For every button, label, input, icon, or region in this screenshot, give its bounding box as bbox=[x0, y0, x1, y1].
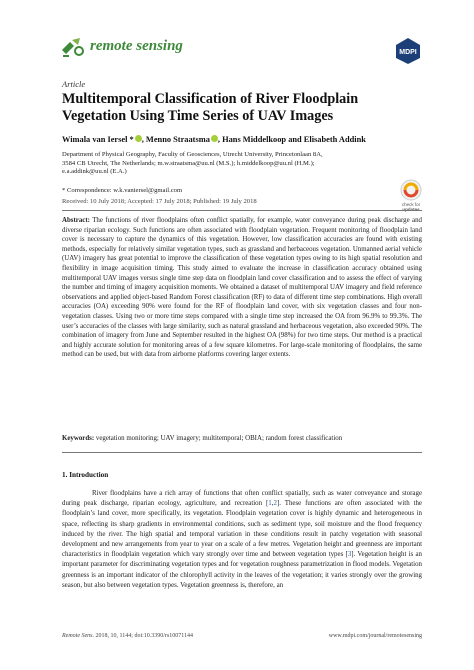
affiliation-line: 3584 CB Utrecht, The Netherlands; m.w.straatsma@uu.nl (M.S.); h.middelkoop@uu.nl (H.M.); bbox=[62, 159, 315, 167]
footer-journal-url[interactable]: www.mdpi.com/journal/remotesensing bbox=[328, 633, 422, 639]
orcid-icon[interactable] bbox=[135, 135, 142, 142]
affiliation bbox=[62, 151, 382, 177]
keywords-text: vegetation monitoring; UAV imagery; multitemporal; OBIA; random forest classification bbox=[95, 435, 343, 442]
author-3-name: Hans Middelkoop bbox=[222, 135, 287, 144]
journal-name[interactable]: remote sensing bbox=[90, 38, 183, 54]
author-1-separator: , bbox=[141, 135, 144, 144]
orcid-icon[interactable] bbox=[211, 135, 218, 142]
footer-journal: Remote Sens. bbox=[62, 633, 94, 639]
introduction-paragraph bbox=[62, 489, 422, 591]
author-4-name: Elisabeth Addink bbox=[303, 135, 366, 144]
affiliation-line: e.a.addink@uu.nl (E.A.) bbox=[62, 168, 127, 176]
author-name[interactable] bbox=[146, 135, 220, 144]
article-type: Article bbox=[62, 79, 86, 89]
affiliation-line: Department of Physical Geography, Faculty of Geosciences, Utrecht University, Princetonlaan 8A, bbox=[62, 151, 323, 158]
author-2-separator: , bbox=[217, 135, 220, 144]
citation-link[interactable]: 2 bbox=[273, 500, 277, 508]
intro-text: , bbox=[271, 500, 274, 508]
article-title: Multitemporal Classification of River Floodplain Vegetation Using Time Series of UAV Images bbox=[62, 91, 359, 124]
footer-citation bbox=[62, 633, 193, 639]
citation-link[interactable]: 1 bbox=[268, 500, 272, 508]
author-name[interactable] bbox=[304, 135, 366, 144]
mdpi-logo-icon[interactable] bbox=[394, 37, 422, 65]
intro-text: ]. These functions are often associated with the floodplain’s land cover, more specifically, its vegetation. Floodplain vegetation cover is highly dynamic and heterogeneous in space, reflecting its sharp gradients in environmental conditions, such as sediment type, soil moisture and the flood frequency induced by the river. The high spatial and temporal variation in these conditions result in patchy vegetation with seasonal development and new arrangements from year to year on a scale of a few metres. Vegetation height and greenness are important characteristics in floodplain vegetation which vary strongly over time and between vegetation types [ bbox=[62, 500, 422, 559]
correspondence-line: * Correspondence: w.k.vaniersel@gmail.com bbox=[62, 187, 183, 194]
author-name[interactable] bbox=[222, 135, 302, 144]
keywords-label: Keywords: bbox=[62, 435, 95, 442]
journal-header bbox=[60, 32, 420, 72]
author-list bbox=[62, 134, 422, 145]
footer-doi: 2018, 10, 1144; doi:10.3390/rs10071144 bbox=[94, 633, 194, 639]
author-3-separator: and bbox=[286, 135, 302, 144]
author-1-name: Wimala van Iersel * bbox=[62, 135, 134, 144]
abstract-block bbox=[62, 216, 422, 360]
keywords-block bbox=[62, 434, 422, 443]
section-heading: 1. Introduction bbox=[62, 471, 109, 479]
divider bbox=[62, 210, 422, 211]
mdpi-logo-text: MDPI bbox=[399, 49, 417, 56]
check-updates-line1: check for bbox=[401, 202, 421, 207]
intro-text: River floodplains have a rich array of functions that often conflict spatially, such as water conveyance and storage during peak discharge, riparian ecology, agriculture, and recreation [ bbox=[62, 490, 422, 508]
divider bbox=[62, 452, 422, 453]
author-name[interactable] bbox=[62, 135, 144, 144]
citation-link[interactable]: 3 bbox=[347, 551, 352, 559]
intro-text: ]. Vegetation height is an important parameter for discriminating vegetation types and for vegetation roughness parametrization in flood models. Vegetation greenness is an important indicator of the chlorophyll activity in the leaves of the vegetation; it varies strongly over the growing season, but also between vegetation types. Vegetation greenness is, therefore, an bbox=[62, 551, 422, 589]
abstract-text: The functions of river floodplains often conflict spatially, for example, water conveyance during peak discharge and diverse riparian ecology. Such functions are often associated with floodplain vegetation. Frequent monitoring of floodplain land cover is necessary to capture the dynamics of this vegetation. However, low classification accuracies are found with existing methods, especially for relatively similar vegetation types, such as grassland and herbaceous vegetation. Unmanned aerial vehicle (UAV) imagery has great potential to improve the classification of these vegetation types owing to its high spatial resolution and flexibility in image acquisition timing. This study aimed to evaluate the increase in classification accuracy obtained using multitemporal UAV images versus single time step data on floodplain land cover classification and to assess the effect of varying the number and timing of imagery acquisition moments. We obtained a dataset of multitemporal UAV imagery and field reference observations and applied object-based Random Forest classification (RF) to data of different time step combinations. High overall accuracies (OA) exceeding 90% were found for the RF of floodplain land cover, with six vegetation classes and four non-vegetation classes. Using two or more time steps compared with a single time step increased the OA from 96.9% to 99.3%. The user’s accuracies of the classes with large similarity, such as natural grassland and herbaceous vegetation, also exceeded 90%. The combination of imagery from June and September resulted in the highest OA (98%) for two time steps. Our method is a practical and highly accurate solution for monitoring areas of a few square kilometres. For large-scale monitoring of floodplains, the same method can be used, but with data from airborne platforms covering larger extents. bbox=[62, 217, 422, 359]
abstract-label: Abstract: bbox=[62, 217, 90, 224]
check-updates-line2: updates bbox=[402, 207, 420, 212]
publication-dates: Received: 10 July 2018; Accepted: 17 July 2018; Published: 19 July 2018 bbox=[62, 198, 257, 205]
author-2-name: Menno Straatsma bbox=[145, 135, 210, 144]
journal-logo-icon bbox=[60, 36, 86, 58]
